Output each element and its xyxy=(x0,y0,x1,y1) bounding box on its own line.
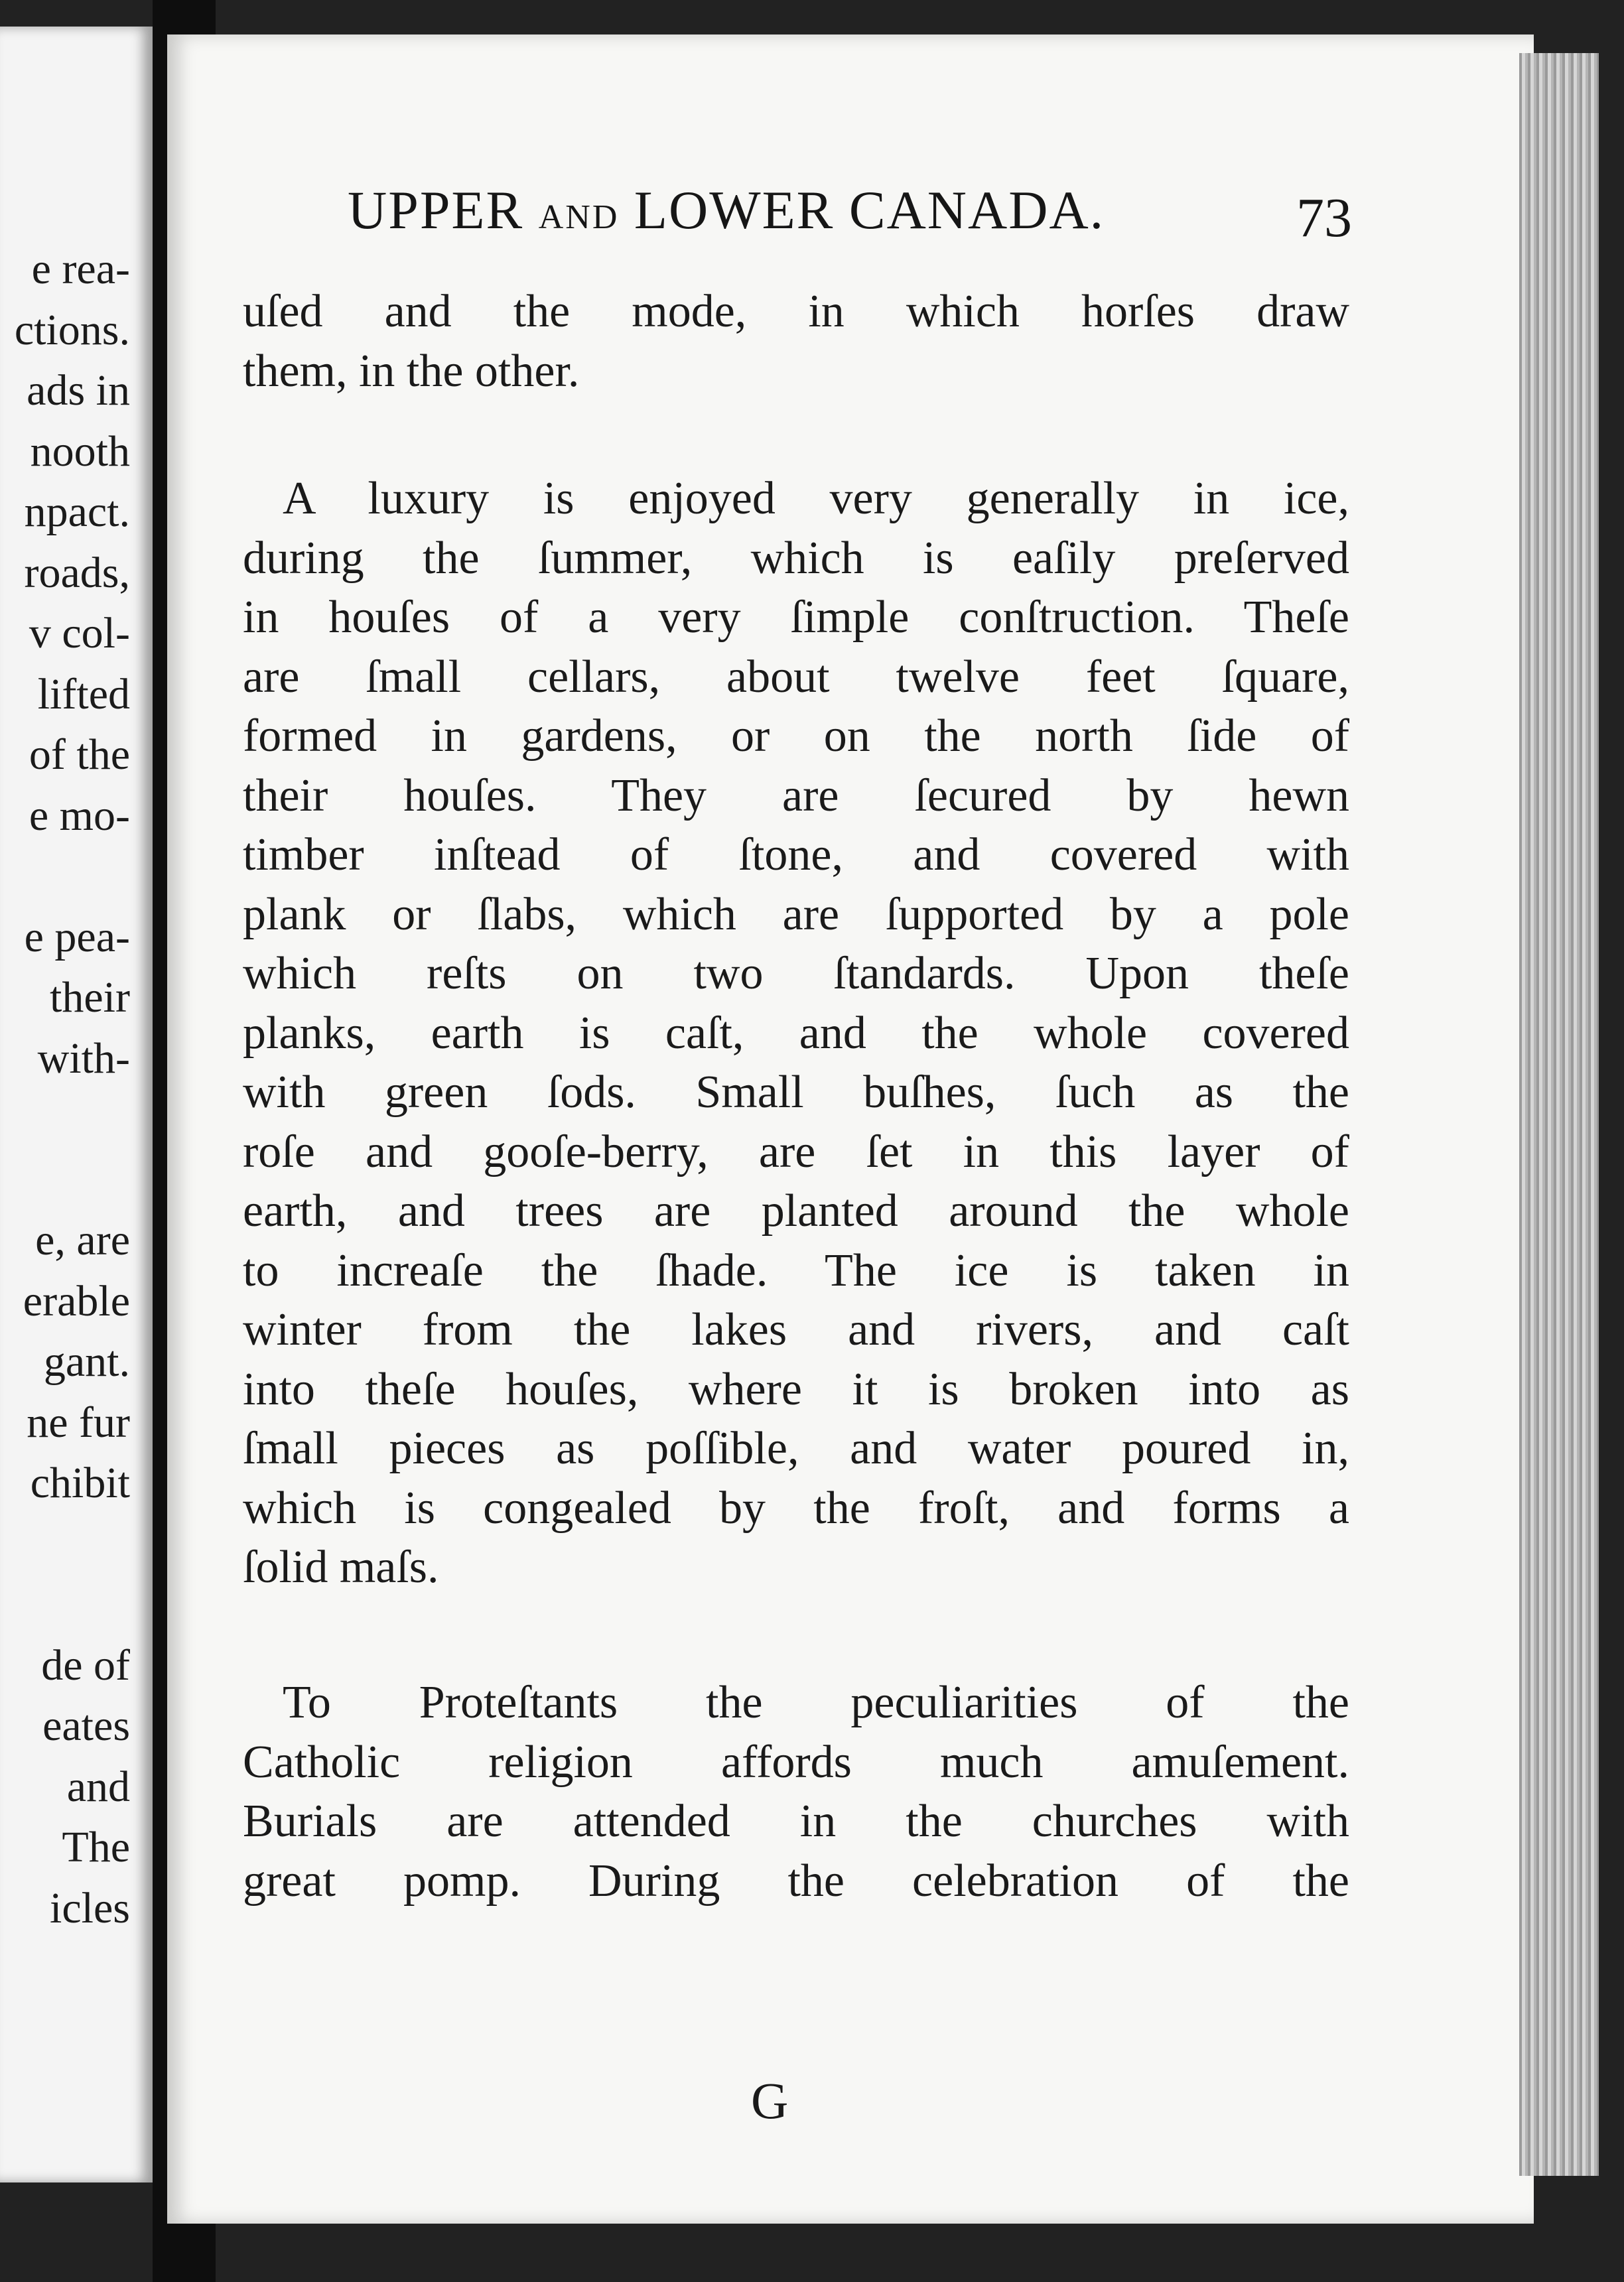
facing-page-line: ads in xyxy=(27,366,130,415)
running-title-upper: UPPER xyxy=(348,180,524,240)
text-line: timber inſtead of ſtone, and covered with xyxy=(243,829,1349,880)
text-line: earth, and trees are planted around the whole xyxy=(243,1185,1349,1237)
text-line: with green ſods. Small buſhes, ſuch as the xyxy=(243,1067,1349,1118)
text-line: them, in the other. xyxy=(243,345,580,397)
facing-page-line: gant. xyxy=(43,1337,130,1386)
text-line: into theſe houſes, where it is broken into as xyxy=(243,1363,1349,1415)
facing-page-line: nooth xyxy=(30,427,130,476)
facing-page-fragment xyxy=(0,27,153,2182)
facing-page-line: eates xyxy=(42,1702,130,1750)
facing-page-line: e mo- xyxy=(29,791,130,840)
text-line: roſe and gooſe-berry, are ſet in this layer of xyxy=(243,1126,1349,1177)
text-line: are ſmall cellars, about twelve feet ſquare, xyxy=(243,651,1349,703)
facing-page-line: chibit xyxy=(30,1459,130,1507)
text-line: their houſes. They are ſecured by hewn xyxy=(243,770,1349,821)
text-line: during the ſummer, which is eaſily preſerved xyxy=(243,532,1349,584)
text-line: Burials are attended in the churches with xyxy=(243,1796,1349,1847)
running-title-and: AND xyxy=(538,198,620,236)
facing-page-line: e, are xyxy=(35,1216,130,1264)
running-title xyxy=(348,179,1105,241)
facing-page-line: ctions. xyxy=(14,305,130,354)
facing-page-line: icles xyxy=(50,1883,130,1932)
facing-page-line: de of xyxy=(41,1641,130,1690)
facing-page-line: with- xyxy=(37,1034,130,1083)
text-line: ſmall pieces as poſſible, and water poured in, xyxy=(243,1423,1349,1474)
facing-page-line: e rea- xyxy=(31,245,130,293)
text-line: uſed and the mode, in which horſes draw xyxy=(243,286,1349,337)
text-line: winter from the lakes and rivers, and caſt xyxy=(243,1304,1349,1355)
page-edges xyxy=(1519,53,1599,2176)
facing-page-line: e pea- xyxy=(24,912,130,961)
text-line: A luxury is enjoyed very generally in ice, xyxy=(283,473,1349,524)
text-line: formed in gardens, or on the north ſide of xyxy=(243,710,1349,762)
facing-page-line: roads, xyxy=(24,548,130,597)
signature-mark: G xyxy=(751,2072,789,2129)
text-line: great pomp. During the celebration of the xyxy=(243,1855,1349,1907)
facing-page-line: npact. xyxy=(24,488,130,536)
text-line: planks, earth is caſt, and the whole covered xyxy=(243,1007,1349,1059)
page-number: 73 xyxy=(1296,187,1352,249)
text-line: to increaſe the ſhade. The ice is taken in xyxy=(243,1244,1349,1296)
text-line: ſolid maſs. xyxy=(243,1542,439,1593)
text-line: which reſts on two ſtandards. Upon theſe xyxy=(243,948,1349,999)
text-line: plank or ſlabs, which are ſupported by a pole xyxy=(243,888,1349,940)
facing-page-line: The xyxy=(62,1823,130,1871)
facing-page-line: erable xyxy=(23,1276,130,1325)
facing-page-line: lifted xyxy=(37,669,130,718)
text-line: To Proteſtants the peculiarities of the xyxy=(283,1677,1349,1728)
facing-page-line: of the xyxy=(29,730,130,779)
running-title-lower: LOWER CANADA. xyxy=(634,180,1105,240)
facing-page-line: their xyxy=(50,973,130,1022)
facing-page-line: ne fur xyxy=(27,1398,130,1447)
book-page xyxy=(167,34,1534,2224)
facing-page-line: and xyxy=(66,1762,130,1811)
text-line: in houſes of a very ſimple conſtruction. Theſe xyxy=(243,592,1349,643)
facing-page-line: v col- xyxy=(29,609,130,657)
text-line: which is congealed by the froſt, and forms a xyxy=(243,1482,1349,1534)
text-line: Catholic religion affords much amuſement. xyxy=(243,1736,1349,1788)
